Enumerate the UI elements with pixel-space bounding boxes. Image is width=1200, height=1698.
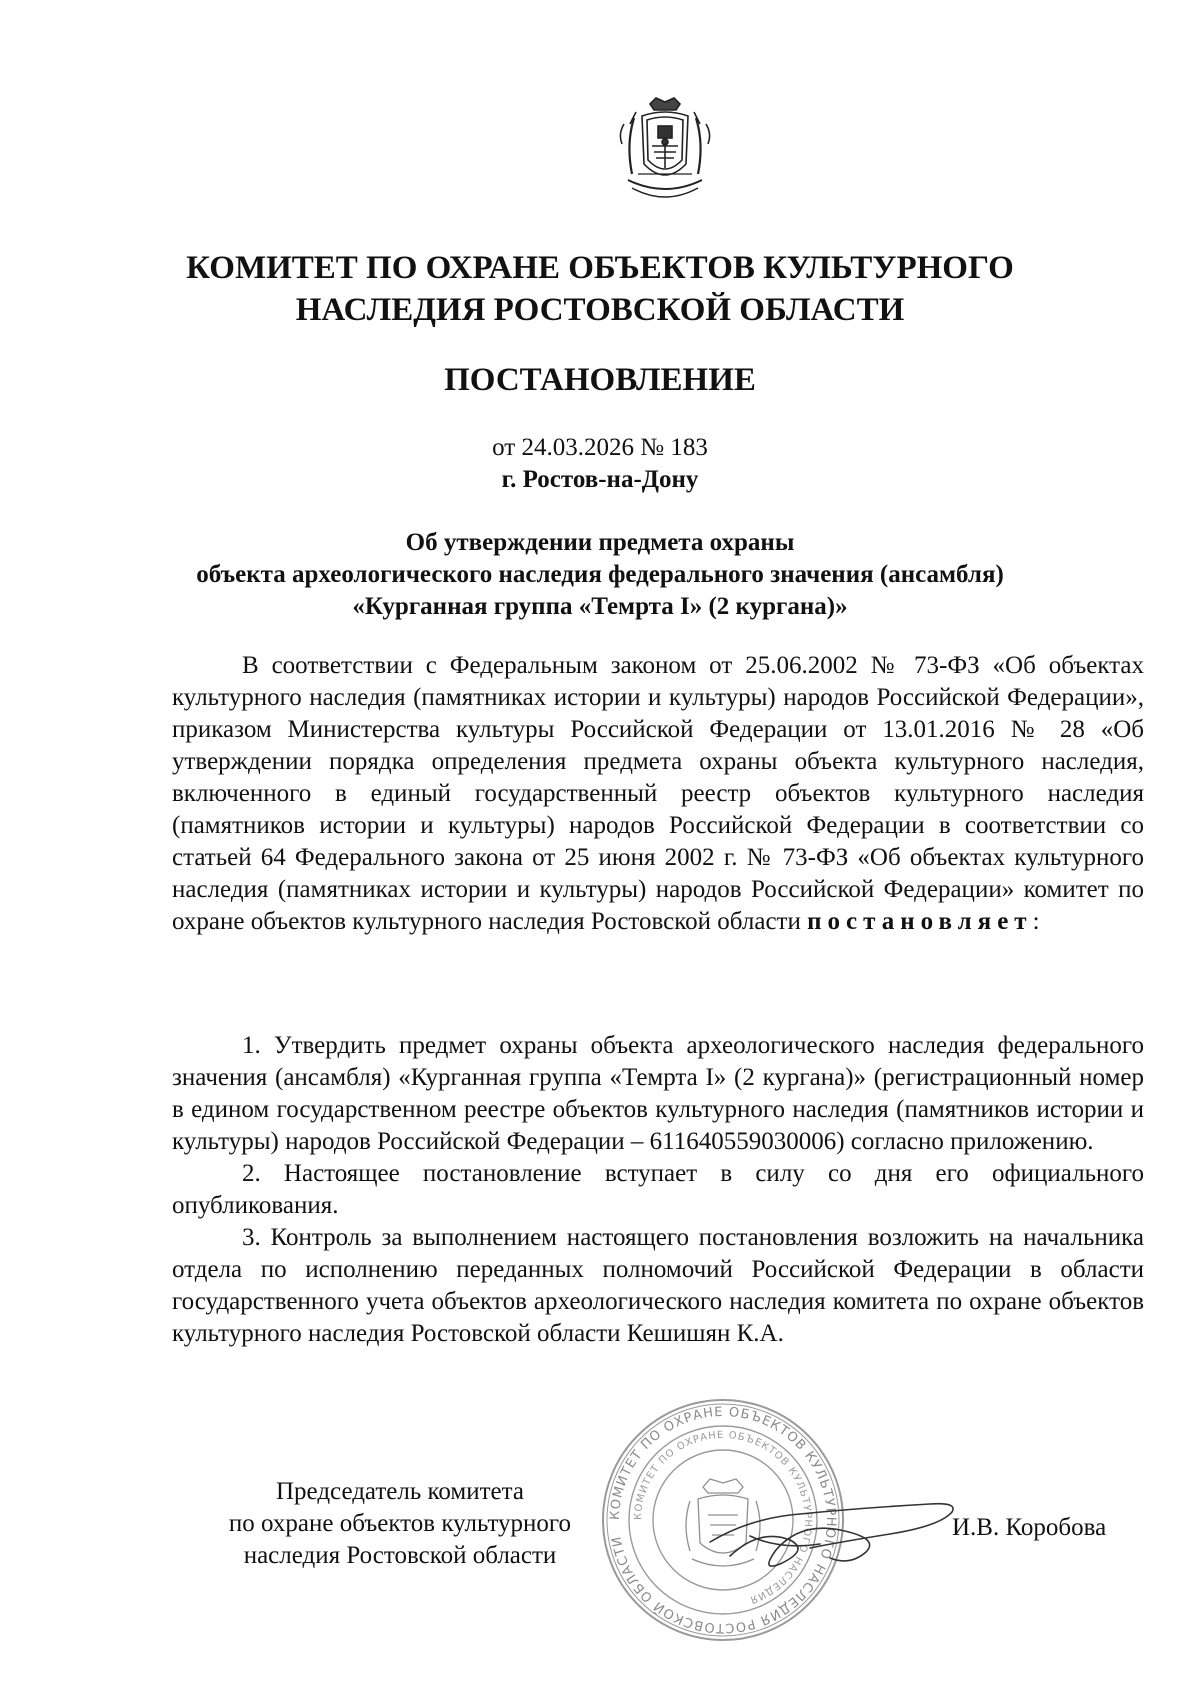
decree-item-3: 3. Контроль за выполнением настоящего постановления возложить на начальника отдела по исполнению переданных полномочий Российской Федерации в области государственного учета объектов археологического наследия комитета по охране объектов культурного наследия Ростовской области Кешишян К.А. [172,1224,1144,1347]
signer-name: И.В. Коробова [952,1514,1107,1541]
signer-position-line3: наследия Ростовской области [243,1542,557,1569]
seal-outer-text: КОМИТЕТ ПО ОХРАНЕ ОБЪЕКТОВ КУЛЬТУРНОГО НАСЛЕДИЯ РОСТОВСКОЙ ОБЛАСТИ [607,1404,839,1636]
signer-position-line2: по охране объектов культурного [228,1510,572,1537]
seal-inner-text: КОМИТЕТ ПО ОХРАНЕ ОБЪЕКТОВ КУЛЬТУРНОГО НАСЛЕДИЯ [632,1429,814,1606]
committee-title [0,247,1200,331]
signer-position [190,1476,610,1572]
signer-position-line1: Председатель комитета [276,1478,524,1505]
subject-line3: «Курганная группа «Темрта I» (2 кургана)» [352,593,848,620]
rostov-oblast-coat-of-arms-icon [612,94,718,214]
committee-title-line2: НАСЛЕДИЯ РОСТОВСКОЙ ОБЛАСТИ [295,292,905,328]
committee-title-line1: КОМИТЕТ ПО ОХРАНЕ ОБЪЕКТОВ КУЛЬТУРНОГО [186,250,1014,286]
preamble-paragraph [172,650,1144,938]
decree-word: постановляет [807,908,1033,935]
document-type: ПОСТАНОВЛЕНИЕ [444,362,756,398]
city: г. Ростов-на-Дону [501,466,699,493]
date-and-number: от 24.03.2026 № 183 [492,434,708,461]
decree-items [172,1030,1144,1350]
subject-line1: Об утверждении предмета охраны [405,529,795,556]
subject-line2: объекта археологического наследия федерального значения (ансамбля) [196,561,1004,588]
document-subject [0,527,1200,623]
handwritten-signature-icon [690,1478,970,1588]
decree-item-1: 1. Утвердить предмет охраны объекта археологического наследия федерального значения (ансамбля) «Курганная группа «Темрта I» (2 кургана)» (регистрационный номер в едином государственном реестре объектов культурного наследия (памятников истории и культуры) народов Российской Федерации – 611640559030006) согласно приложению. [172,1032,1144,1155]
preamble-text: В соответствии с Федеральным законом от 25.06.2002 № 73-ФЗ «Об объектах культурного наследия (памятниках истории и культуры) народов Российской Федерации», приказом Министерства культуры Российской Федерации от 13.01.2016 № 28 «Об утверждении порядка определения предмета охраны объекта культурного наследия, включенного в единый государственный реестр объектов культурного наследия (памятников истории и культуры) народов Российской Федерации в соответствии со статьей 64 Федерального закона от 25 июня 2002 г. № 73-ФЗ «Об объектах культурного наследия (памятниках истории и культуры) народов Российской Федерации» комитет по охране объектов культурного наследия Ростовской области [172,652,1144,935]
decree-item-2: 2. Настоящее постановление вступает в силу со дня его официального опубликования. [172,1160,1144,1219]
decree-colon: : [1032,908,1040,935]
preamble [172,650,1144,938]
